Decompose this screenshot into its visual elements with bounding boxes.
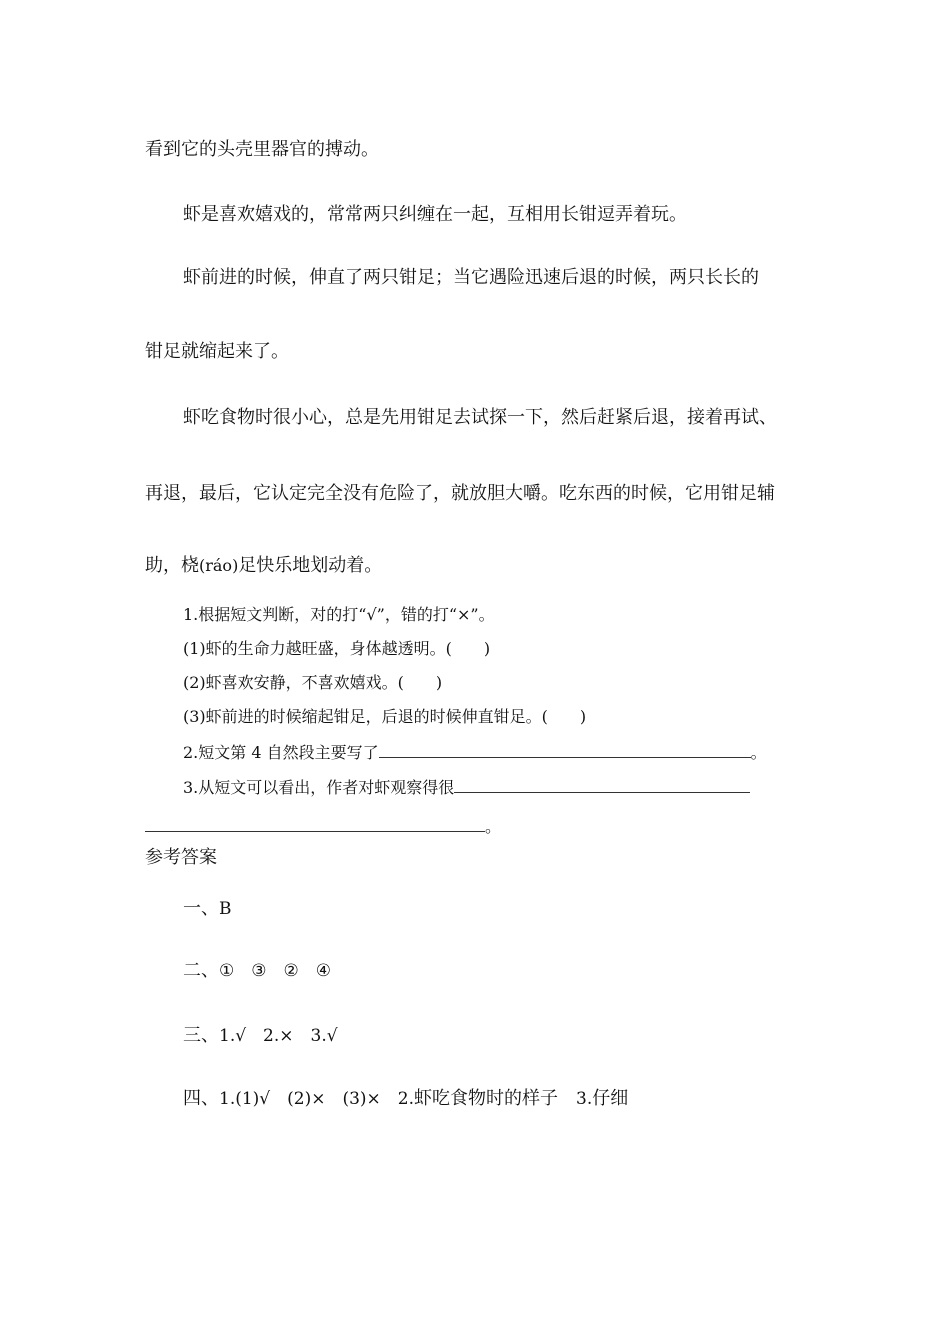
answer-4: [183, 1087, 628, 1111]
passage-line-2: 虾是喜欢嬉戏的，常常两只纠缠在一起，互相用长钳逗弄着玩。: [183, 204, 687, 225]
passage-line-7-start: 助，桡: [145, 555, 199, 576]
question-2: [183, 741, 767, 764]
question-3-text: 3.从短文可以看出，作者对虾观察得很: [183, 778, 455, 797]
answer-4-part-3: 3.: [576, 1089, 593, 1109]
answer-3: [183, 1024, 338, 1048]
answer-4-part-2: 虾吃食物时的样子: [414, 1088, 559, 1109]
question-1-1: (1)虾的生命力越旺盛，身体越透明。( ): [183, 639, 491, 658]
answers-heading: 参考答案: [145, 847, 217, 868]
question-3-blank-1: [454, 776, 750, 793]
question-2-blank: [379, 741, 751, 758]
answer-2-label: 二、: [183, 960, 219, 981]
question-1: 1.根据短文判断，对的打“√”，错的打“×”。: [183, 605, 495, 624]
question-2-text: 2.短文第 4 自然段主要写了: [183, 743, 379, 762]
answer-1: [183, 897, 232, 921]
question-3: [183, 776, 750, 799]
passage-line-7-end: 足快乐地划动着。: [238, 555, 383, 576]
passage-line-5: 虾吃食物时很小心，总是先用钳足去试探一下，然后赶紧后退，接着再试、: [183, 407, 777, 428]
answer-1-label: 一、: [183, 898, 219, 919]
answer-3-label: 三、: [183, 1025, 219, 1046]
question-1-2: (2)虾喜欢安静，不喜欢嬉戏。( ): [183, 673, 443, 692]
answer-3-value: 1.√ 2.× 3.√: [219, 1026, 338, 1046]
answer-2: [183, 959, 331, 983]
passage-line-6: 再退，最后，它认定完全没有危险了，就放胆大嚼。吃东西的时候，它用钳足辅: [145, 483, 775, 504]
answer-1-value: B: [219, 899, 232, 919]
answer-4-label: 四、: [183, 1088, 219, 1109]
passage-line-4: 钳足就缩起来了。: [145, 341, 289, 362]
question-3-blank-2: [145, 815, 485, 832]
answer-2-value: ① ③ ② ④: [219, 961, 331, 981]
passage-line-3: 虾前进的时候，伸直了两只钳足；当它遇险迅速后退的时候，两只长长的: [183, 267, 759, 288]
pinyin-annotation: (ráo): [199, 556, 239, 575]
question-1-3: (3)虾前进的时候缩起钳足，后退的时候伸直钳足。( ): [183, 707, 587, 726]
question-3-end: 。: [485, 817, 502, 836]
passage-line-1: 看到它的头壳里器官的搏动。: [145, 139, 379, 160]
question-2-end: 。: [750, 743, 767, 762]
question-3-continued: [145, 815, 501, 838]
answer-4-part-1: 1.(1)√ (2)× (3)× 2.: [219, 1089, 415, 1109]
answer-4-part-4: 仔细: [592, 1088, 629, 1109]
passage-line-7: [145, 554, 382, 578]
